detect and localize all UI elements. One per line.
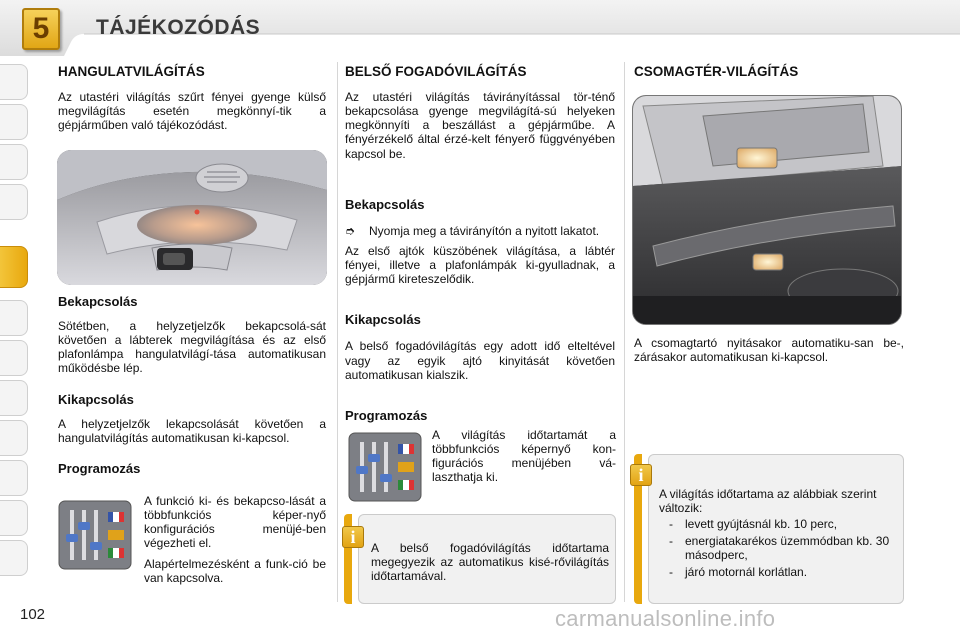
- switch-on-text: Sötétben, a helyzetjelzők bekapcsolá-sát követően a lábterek megvilágítása és az első plafonlámpa hangulatvilágí-tása automatikusan működésbe lép.: [58, 319, 326, 376]
- chapter-tab-9[interactable]: [0, 420, 28, 456]
- column-divider: [624, 62, 625, 602]
- column-divider: [337, 62, 338, 602]
- info-icon: i: [630, 464, 652, 486]
- configuration-menu-icon: [58, 500, 132, 570]
- configuration-menu-icon: [348, 432, 422, 502]
- chapter-tab-8[interactable]: [0, 380, 28, 416]
- chapter-tab-1[interactable]: [0, 64, 28, 100]
- switch-on-text: Az első ajtók küszöbének világítása, a lábtér fényei, illetve a plafonlámpák ki-gyulladnak, a gépjármű kireteszelődik.: [345, 243, 615, 287]
- switch-off-heading: Kikapcsolás: [345, 312, 421, 328]
- info-box: [358, 514, 616, 604]
- programming-heading: Programozás: [58, 460, 141, 476]
- chapter-tab-6[interactable]: [0, 300, 28, 336]
- section-title: BELSŐ FOGADÓVILÁGÍTÁS: [345, 64, 527, 79]
- watermark: carmanualsonline.info: [555, 606, 776, 631]
- info-text: A belső fogadóvilágítás időtartama megegyezik az automatikus kisé-rővilágítás időtartamával.: [371, 541, 609, 584]
- arrow-icon: ➮: [345, 223, 356, 238]
- section-title: HANGULATVILÁGÍTÁS: [58, 64, 205, 79]
- chapter-tab-2[interactable]: [0, 104, 28, 140]
- chapter-number-badge: 5: [22, 8, 60, 50]
- column-ambient-lighting: [58, 60, 326, 132]
- remote-unlock-step: [345, 224, 615, 238]
- trunk-drawing: [633, 96, 902, 325]
- sliders-icon: [58, 500, 132, 570]
- switch-off-text: A helyzetjelzők lekapcsolását követően a hangulatvilágítás automatikusan ki-kapcsol.: [58, 416, 326, 445]
- chapter-tab-4[interactable]: [0, 184, 28, 220]
- column-welcome-lighting: [345, 60, 615, 423]
- ceiling-lamp-drawing: [57, 150, 327, 285]
- duration-item: - energiatakarékos üzemmódban kb. 30 másodperc,: [669, 534, 890, 563]
- programming-text-block: [432, 428, 616, 485]
- switch-off-text: A belső fogadóvilágítás egy adott idő elteltével vagy az egyik ajtó kinyitását követően automatikusan kialszik.: [345, 339, 615, 382]
- default-setting-text: Alapértelmezésként a funk-ció be van kapcsolva.: [144, 556, 326, 585]
- trunk-text: A csomagtartó nyitásakor automatiku-san be-, zárásakor automatikusan ki-kapcsol.: [634, 336, 904, 365]
- column-trunk-lighting: [634, 60, 904, 79]
- section-title: CSOMAGTÉR-VILÁGÍTÁS: [634, 64, 799, 79]
- intro-text: Az utastéri világítás távirányítással tör-ténő bekapcsolása gyenge megvilágítá-sú helyeken megkönnyíti a beszállást a gépjárműbe. A fényérzékelő által érzé-kelt fényerő függvényében kapcsol be.: [345, 90, 615, 161]
- duration-item: - levett gyújtásnál kb. 10 perc,: [669, 517, 838, 531]
- chapter-tabs: [0, 56, 30, 586]
- sliders-icon: [348, 432, 422, 502]
- switch-on-heading: Bekapcsolás: [345, 196, 425, 212]
- chapter-tab-5-active[interactable]: [0, 246, 28, 288]
- info-intro: A világítás időtartama az alábbiak szerint változik:: [659, 487, 877, 516]
- programming-heading: Programozás: [345, 407, 428, 423]
- chapter-tab-10[interactable]: [0, 460, 28, 496]
- column-ambient-lighting-lower: [58, 294, 326, 476]
- info-box: [648, 454, 904, 604]
- chapter-tab-7[interactable]: [0, 340, 28, 376]
- duration-item: - járó motornál korlátlan.: [669, 565, 808, 580]
- page-title: TÁJÉKOZÓDÁS: [96, 16, 261, 39]
- page-number: 102: [20, 606, 46, 623]
- page-header: [0, 0, 960, 56]
- remote-unlock-text: Nyomja meg a távirányítón a nyitott lakatot.: [369, 223, 600, 238]
- info-icon: i: [342, 526, 364, 548]
- duration-list: [659, 517, 899, 583]
- chapter-tab-12[interactable]: [0, 540, 28, 576]
- ceiling-lamp-illustration: [57, 150, 327, 285]
- programming-text: A világítás időtartamát a többfunkciós képernyő kon-figurációs menüjében vá-laszthatja ki.: [432, 428, 616, 485]
- intro-text: Az utastéri világítás szűrt fényei gyenge külső megvilágítás esetén megkönnyí-tik a gépjárműben való tájékozódást.: [58, 90, 326, 133]
- switch-on-heading: Bekapcsolás: [58, 294, 138, 309]
- programming-text-block: [144, 494, 326, 585]
- chapter-tab-11[interactable]: [0, 500, 28, 536]
- trunk-text-block: [634, 336, 904, 364]
- trunk-lamp-illustration: [632, 95, 902, 325]
- chapter-tab-3[interactable]: [0, 144, 28, 180]
- programming-text: A funkció ki- és bekapcso-lását a többfunkciós képer-nyő konfigurációs menüjé-ben végezheti el.: [144, 494, 326, 551]
- switch-off-heading: Kikapcsolás: [58, 391, 134, 407]
